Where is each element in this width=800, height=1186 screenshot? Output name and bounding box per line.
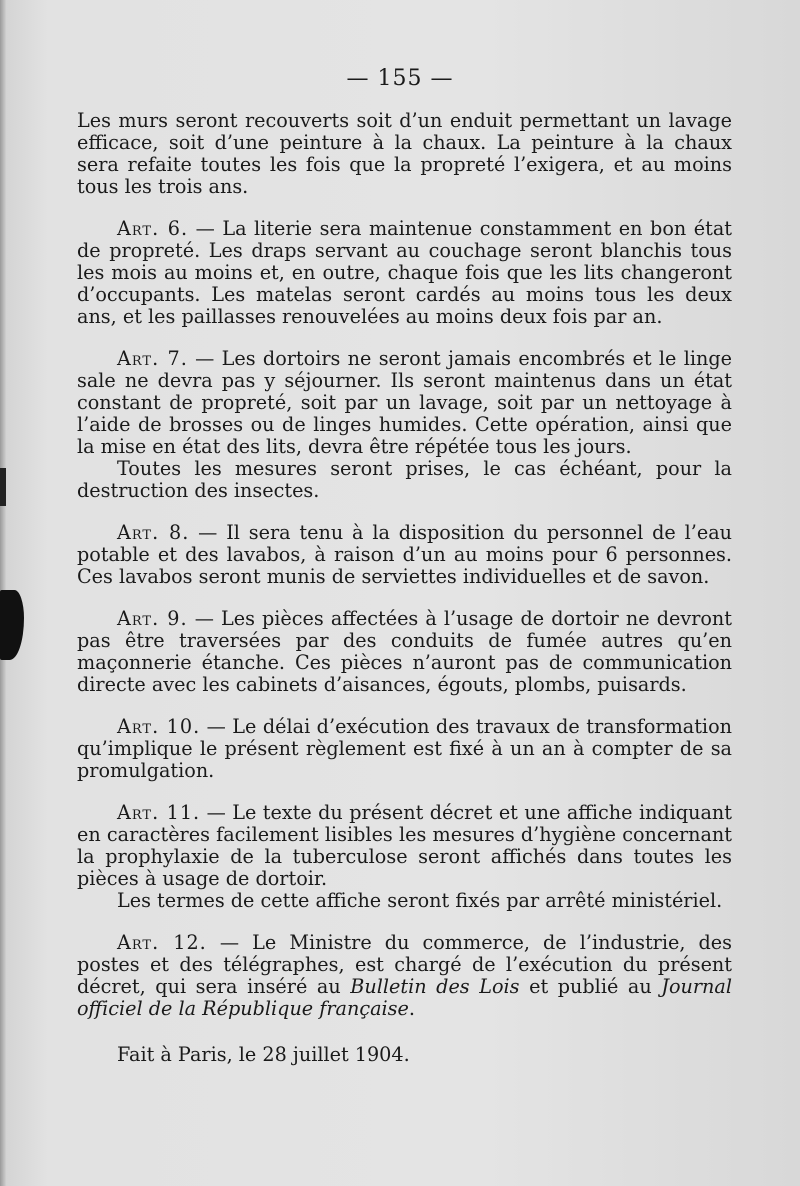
article-label: Art. 6. <box>117 217 189 240</box>
article-11 <box>77 802 732 890</box>
article-text: — Il sera tenu à la disposition du personnel de l’eau potable et des lavabos, à raison d’un au moins pour 6 personnes. Ces lavabos seront munis de serviettes individuelles et de savon. <box>77 521 733 588</box>
article-label: Art. 7. <box>117 347 188 370</box>
article-text: — Le Ministre du commerce, de l’industrie, des postes et des télégraphes, est chargé de l’exécution du présent décret, qui sera inséré au <box>77 931 732 998</box>
article-text: — Le texte du présent décret et une affiche indiquant en caractères facilement lisibles les mesures d’hygiène concernant la prophylaxie de la tuberculose seront affichés dans toutes les pièces à usage de dortoir. <box>77 801 732 890</box>
page-number: — 155 — <box>346 66 454 91</box>
scan-mark <box>0 468 6 506</box>
paragraph-walls <box>77 110 732 198</box>
bulletin-title: Bulletin des Lois <box>350 975 520 998</box>
article-text: — Le délai d’exécution des travaux de transformation qu’implique le présent règlement est fixé à un an à compter de sa promulgation. <box>77 715 732 782</box>
paragraph-text: Toutes les mesures seront prises, le cas échéant, pour la destruction des insectes. <box>77 457 732 502</box>
article-label: Art. 11. <box>117 801 201 824</box>
paragraph-insects <box>77 458 732 502</box>
paragraph-text: Les murs seront recouverts soit d’un enduit permettant un lavage efficace, soit d’une peinture à la chaux. La peinture à la chaux sera refaite toutes les fois que la propreté l’exigera, et au moins tous les trois ans. <box>77 109 732 198</box>
article-label: Art. 8. <box>117 521 190 544</box>
body-text <box>77 110 732 1066</box>
journal-title: Journal officiel de la République française <box>77 975 732 1020</box>
article-text: — Les dortoirs ne seront jamais encombrés et le linge sale ne devra pas y séjourner. Ils seront maintenus dans un état constant de propreté, soit par un lavage, soit par un nettoyage à l’aide de brosses ou de linges humides. Cette opération, ainsi que la mise en état des lits, devra être répétée tous les jours. <box>77 347 733 458</box>
article-text: et publié au <box>519 975 662 998</box>
article-label: Art. 10. <box>117 715 201 738</box>
article-label: Art. 9. <box>117 607 188 630</box>
signature-line: Fait à Paris, le 28 juillet 1904. <box>117 1043 410 1066</box>
article-10 <box>77 716 732 782</box>
scan-mark <box>0 590 24 660</box>
article-12 <box>77 932 732 1020</box>
article-label: Art. 12. <box>117 931 207 954</box>
paragraph-poster <box>77 890 732 912</box>
paragraph-text: Les termes de cette affiche seront fixés par arrêté ministériel. <box>117 889 723 912</box>
article-text: — Les pièces affectées à l’usage de dortoir ne devront pas être traversées par des conduits de fumée autres qu’en maçonnerie étanche. Ces pièces n’auront pas de communication directe avec les cabinets d’aisances, égouts, plombs, puisards. <box>77 607 732 696</box>
article-8 <box>77 522 732 588</box>
article-7 <box>77 348 732 458</box>
article-9 <box>77 608 732 696</box>
article-6 <box>77 218 732 328</box>
article-text: . <box>408 997 415 1020</box>
article-text: — La literie sera maintenue constamment en bon état de propreté. Les draps servant au couchage seront blanchis tous les mois au moins et, en outre, chaque fois que les lits changeront d’occupants. Les matelas seront cardés au moins tous les deux ans, et les paillasses renouvelées au moins deux fois par an. <box>77 217 732 328</box>
